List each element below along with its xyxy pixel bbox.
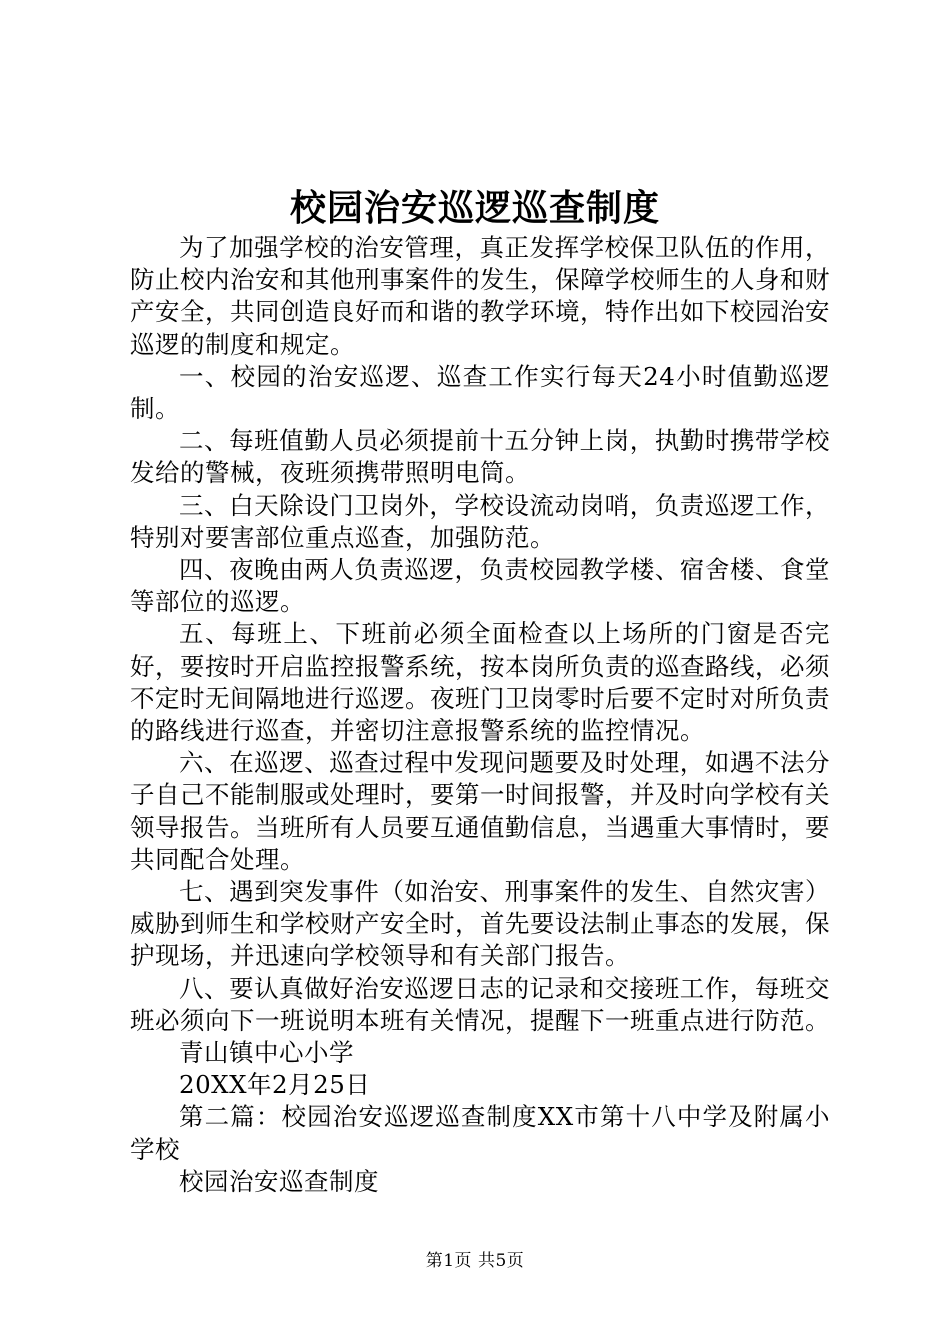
page-number-footer: 第1页 共5页	[425, 1251, 525, 1271]
document-body	[130, 232, 830, 1198]
document-title: 校园治安巡逻巡查制度	[289, 187, 660, 229]
rule-2-paragraph: 二、每班值勤人员必须提前十五分钟上岗，执勤时携带学校发给的警械，夜班须携带照明电筒。	[130, 426, 830, 488]
next-section-heading: 第二篇：校园治安巡逻巡查制度XX市第十八中学及附属小学校	[130, 1102, 830, 1164]
rule-3-paragraph: 三、白天除设门卫岗外，学校设流动岗哨，负责巡逻工作，特别对要害部位重点巡查，加强防范。	[130, 490, 830, 552]
next-section-title: 校园治安巡查制度	[179, 1166, 379, 1196]
rule-5-paragraph: 五、每班上、下班前必须全面检查以上场所的门窗是否完好，要按时开启监控报警系统，按本岗所负责的巡查路线，必须不定时无间隔地进行巡逻。夜班门卫岗零时后要不定时对所负责的路线进行巡查，并密切注意报警系统的监控情况。	[130, 619, 830, 746]
rule-7-paragraph: 七、遇到突发事件（如治安、刑事案件的发生、自然灾害）威胁到师生和学校财产安全时，首先要设法制止事态的发展，保护现场，并迅速向学校领导和有关部门报告。	[130, 877, 830, 971]
rule-6-paragraph: 六、在巡逻、巡查过程中发现问题要及时处理，如遇不法分子自己不能制服或处理时，要第一时间报警，并及时向学校有关领导报告。当班所有人员要互通值勤信息，当遇重大事情时，要共同配合处理。	[130, 748, 830, 874]
rule-8-paragraph: 八、要认真做好治安巡逻日志的记录和交接班工作，每班交班必须向下一班说明本班有关情况，提醒下一班重点进行防范。	[130, 973, 830, 1035]
rule-1-paragraph: 一、校园的治安巡逻、巡查工作实行每天24小时值勤巡逻制。	[130, 361, 830, 424]
date-line: 20XX年2月25日	[179, 1070, 371, 1100]
rule-4-paragraph: 四、夜晚由两人负责巡逻，负责校园教学楼、宿舍楼、食堂等部位的巡逻。	[130, 555, 830, 617]
intro-paragraph: 为了加强学校的治安管理，真正发挥学校保卫队伍的作用，防止校内治安和其他刑事案件的发生，保障学校师生的人身和财产安全，共同创造良好而和谐的教学环境，特作出如下校园治安巡逻的制度和规定。	[130, 233, 830, 359]
signature-line: 青山镇中心小学	[179, 1038, 354, 1068]
